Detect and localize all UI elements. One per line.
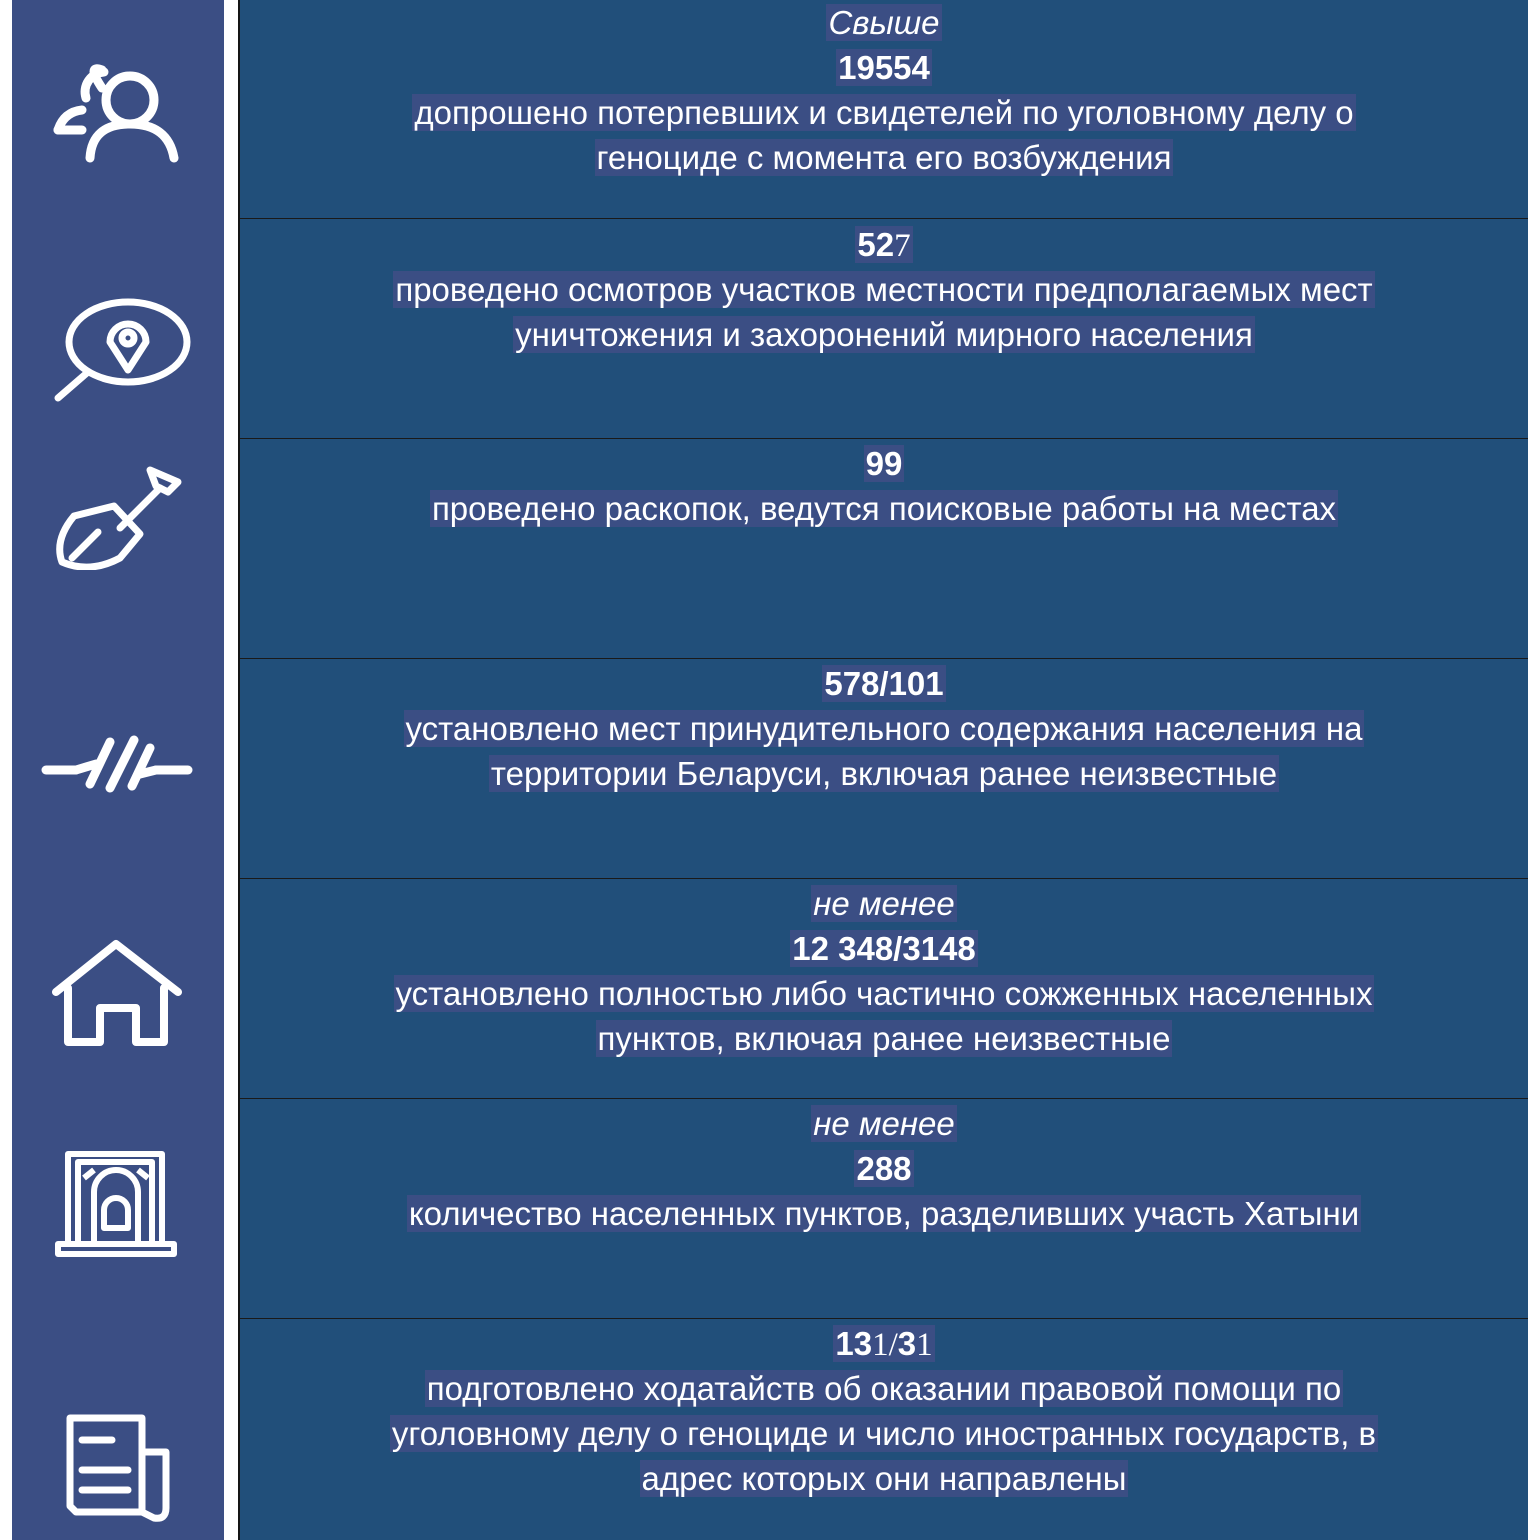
stat-number-part: 1/ (872, 1327, 898, 1363)
stat-number: 12 348/3148 (792, 930, 976, 967)
stat-number-part: 3 (897, 1325, 917, 1362)
stat-number: 578/101 (824, 665, 944, 702)
stats-list (240, 0, 1528, 1540)
stat-row-burned-villages (240, 878, 1528, 1098)
stat-number: 13 (835, 1325, 873, 1362)
stat-description: уничтожения и захоронений мирного населения (515, 316, 1253, 353)
stat-prefix: Свыше (828, 4, 940, 41)
stat-number: 288 (856, 1150, 912, 1187)
bell-memorial-icon (54, 1148, 178, 1260)
shovel-icon (50, 462, 184, 570)
stat-number-tail: 7 (894, 228, 911, 264)
stat-description: установлено полностью либо частично сожженных населенных (395, 975, 1373, 1012)
stat-row-detention-sites (240, 658, 1528, 878)
icon-sidebar (12, 0, 224, 1540)
stat-number: 99 (865, 445, 903, 482)
stat-row-inspections (240, 218, 1528, 438)
stat-number: 52 (857, 226, 895, 263)
people-icon (52, 58, 186, 166)
stat-number: 19554 (838, 49, 930, 86)
stat-description: геноциде с момента его возбуждения (596, 139, 1172, 176)
stat-description: адрес которых они направлены (641, 1460, 1127, 1497)
house-icon (52, 938, 182, 1050)
stat-description: территории Беларуси, включая ранее неизвестные (490, 755, 1278, 792)
barbed-wire-icon (40, 734, 198, 796)
stat-prefix: не менее (813, 885, 955, 922)
stat-prefix: не менее (813, 1105, 955, 1142)
stat-row-khatyn-fate (240, 1098, 1528, 1318)
left-margin (0, 0, 12, 1540)
stat-description: пунктов, включая ранее неизвестные (597, 1020, 1171, 1057)
stat-description: проведено осмотров участков местности предполагаемых мест (395, 271, 1373, 308)
stat-description: количество населенных пунктов, разделивших участь Хатыни (408, 1195, 1360, 1232)
stat-row-legal-requests (240, 1318, 1528, 1540)
stat-description: подготовлено ходатайств об оказании правовой помощи по (426, 1370, 1342, 1407)
right-margin (1528, 0, 1532, 1540)
stat-description: проведено раскопок, ведутся поисковые работы на местах (431, 490, 1337, 527)
document-scroll-icon (62, 1412, 184, 1522)
stat-number-part: 1 (916, 1327, 933, 1363)
stat-description: установлено мест принудительного содержания населения на (405, 710, 1363, 747)
sidebar-gap (224, 0, 238, 1540)
location-search-icon (52, 298, 192, 403)
stat-description: допрошено потерпевших и свидетелей по уголовному делу о (414, 94, 1354, 131)
stat-row-interrogations (240, 0, 1528, 220)
stat-row-excavations (240, 438, 1528, 658)
stat-description: уголовному делу о геноциде и число иностранных государств, в (391, 1415, 1377, 1452)
